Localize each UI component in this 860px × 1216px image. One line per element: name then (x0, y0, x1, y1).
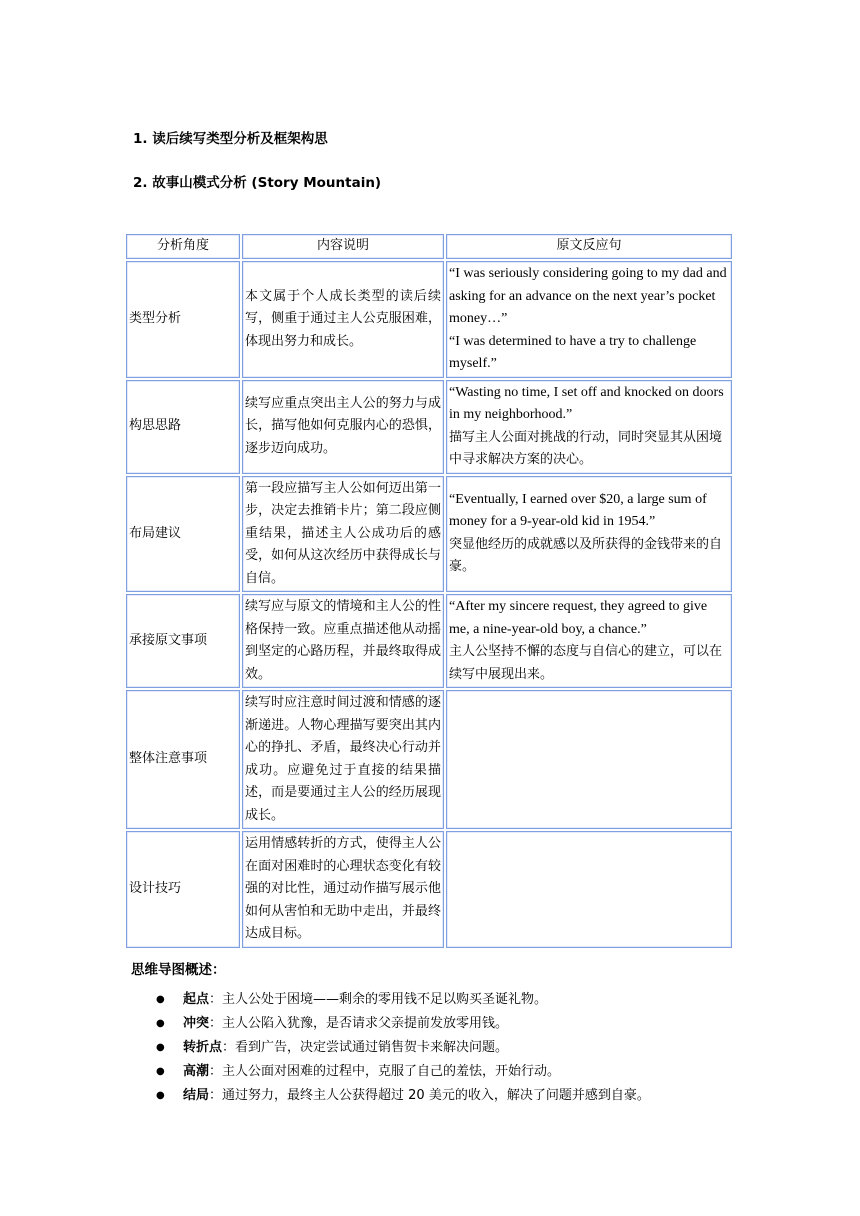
row-quote (446, 380, 732, 474)
list-item (131, 1060, 771, 1084)
quote-en: “Wasting no time, I set off and knocked on doors in my neighborhood.” (449, 384, 724, 422)
row-aspect: 构思思路 (126, 380, 240, 474)
point-label: 结局 (183, 1088, 210, 1103)
mindmap-list (131, 988, 771, 1108)
table-row (126, 380, 732, 474)
point-label: 起点 (183, 992, 210, 1007)
table-row (126, 476, 732, 593)
quote-en: “Eventually, I earned over $20, a large sum of money for a 9-year-old kid in 1954.” (449, 491, 707, 530)
quote-en: “I was determined to have a try to challenge myself.” (449, 333, 697, 371)
row-aspect: 类型分析 (126, 261, 240, 378)
row-content: 续写时应注意时间过渡和情感的逐渐递进。人物心理描写要突出其内心的挣扎、矛盾，最终决心行动并成功。应避免过于直接的结果描述，而是要通过主人公的经历展现成长。 (242, 690, 444, 829)
table-row (126, 261, 732, 378)
table-row (126, 594, 732, 688)
list-item (131, 1012, 771, 1036)
bullet-icon: ● (156, 1090, 165, 1101)
list-item (131, 988, 771, 1012)
row-quote (446, 261, 732, 378)
mindmap-title: 思维导图概述： (131, 962, 226, 978)
row-quote (446, 476, 732, 593)
row-content: 本文属于个人成长类型的读后续写，侧重于通过主人公克服困难，体现出努力和成长。 (242, 261, 444, 378)
row-aspect: 设计技巧 (126, 831, 240, 948)
bullet-icon: ● (156, 994, 165, 1005)
point-label: 冲突 (183, 1016, 210, 1031)
point-text: ：看到广告，决定尝试通过销售贺卡来解决问题。 (222, 1040, 509, 1055)
list-item (131, 1036, 771, 1060)
quote-en: “I was seriously considering going to my dad and asking for an advance on the next year’s pocket money…” (449, 266, 727, 326)
table-header-quote: 原文反应句 (446, 234, 732, 259)
list-item (131, 1084, 771, 1108)
quote-en: “After my sincere request, they agreed to give me, a nine-year-old boy, a chance.” (449, 599, 708, 637)
heading-section-1: 1. 读后续写类型分析及框架构思 (133, 131, 328, 147)
row-quote-empty (446, 690, 732, 829)
row-aspect: 承接原文事项 (126, 594, 240, 688)
point-label: 转折点 (183, 1040, 223, 1055)
quote-zh: 描写主人公面对挑战的行动，同时突显其从困境中寻求解决方案的决心。 (449, 429, 723, 467)
table-header-row (126, 234, 732, 259)
table-header-content: 内容说明 (242, 234, 444, 259)
row-content: 运用情感转折的方式，使得主人公在面对困难时的心理状态变化有较强的对比性，通过动作描写展示他如何从害怕和无助中走出，并最终达成目标。 (242, 831, 444, 948)
table-header-aspect: 分析角度 (126, 234, 240, 259)
row-quote-empty (446, 831, 732, 948)
point-text: ：主人公陷入犹豫，是否请求父亲提前发放零用钱。 (209, 1016, 509, 1031)
table-row (126, 831, 732, 948)
quote-zh: 突显他经历的成就感以及所获得的金钱带来的自豪。 (449, 536, 723, 575)
table-row (126, 690, 732, 829)
analysis-table (124, 232, 734, 950)
row-quote (446, 594, 732, 688)
point-text: ：主人公面对困难的过程中，克服了自己的羞怯，开始行动。 (209, 1064, 561, 1079)
row-content: 续写应与原文的情境和主人公的性格保持一致。应重点描述他从动摇到坚定的心路历程，并最终取得成效。 (242, 594, 444, 688)
point-label: 高潮 (183, 1064, 210, 1079)
bullet-icon: ● (156, 1042, 165, 1053)
quote-zh: 主人公坚持不懈的态度与自信心的建立，可以在续写中展现出来。 (449, 644, 723, 682)
row-aspect: 整体注意事项 (126, 690, 240, 829)
row-aspect: 布局建议 (126, 476, 240, 593)
bullet-icon: ● (156, 1018, 165, 1029)
point-text: ：主人公处于困境——剩余的零用钱不足以购买圣诞礼物。 (209, 992, 548, 1007)
heading-section-2: 2. 故事山模式分析 (Story Mountain) (133, 175, 382, 191)
point-text: ：通过努力，最终主人公获得超过 20 美元的收入，解决了问题并感到自豪。 (209, 1088, 650, 1103)
row-content: 续写应重点突出主人公的努力与成长，描写他如何克服内心的恐惧，逐步迈向成功。 (242, 380, 444, 474)
bullet-icon: ● (156, 1066, 165, 1077)
row-content: 第一段应描写主人公如何迈出第一步，决定去推销卡片；第二段应侧重结果，描述主人公成功后的感受，如何从这次经历中获得成长与自信。 (242, 476, 444, 593)
